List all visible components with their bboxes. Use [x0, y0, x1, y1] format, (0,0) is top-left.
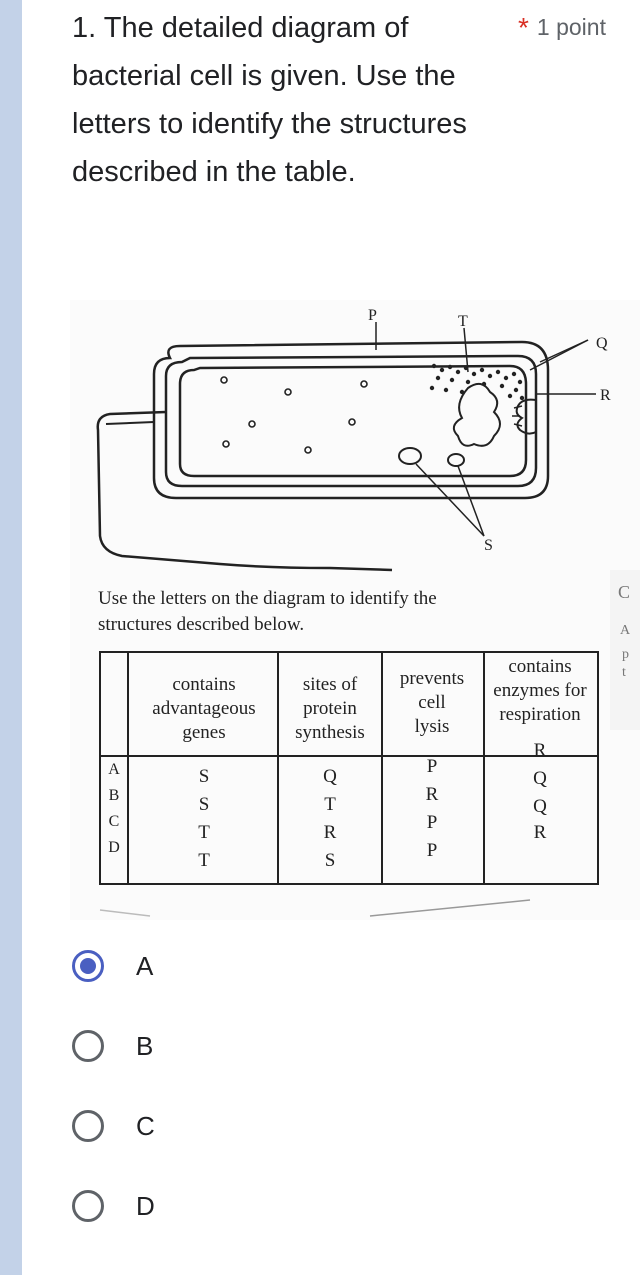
- table-cell: P: [426, 812, 438, 833]
- table-cell: R: [425, 784, 439, 805]
- edge-fragment: t: [622, 665, 626, 680]
- table-row-letter: A: [108, 761, 120, 778]
- required-asterisk: *: [518, 12, 529, 43]
- answer-options: [70, 928, 470, 1248]
- header-col2-line1: sites of: [302, 674, 358, 695]
- table-row-letter: D: [108, 839, 120, 856]
- radio-empty-icon[interactable]: [72, 1110, 104, 1142]
- table-cell: T: [198, 850, 210, 871]
- header-col3-line3: lysis: [414, 716, 450, 737]
- table-cell: T: [324, 794, 336, 815]
- radio-empty-icon[interactable]: [72, 1190, 104, 1222]
- header-col2-line2: protein: [303, 698, 357, 719]
- table-cell: R: [533, 822, 547, 843]
- table-cell: P: [426, 756, 438, 777]
- option-c[interactable]: [70, 1088, 470, 1168]
- header-col2-line3: synthesis: [295, 722, 365, 743]
- header-col1-line2: advantageous: [152, 698, 256, 719]
- bacterial-cell-figure: [70, 300, 640, 920]
- points-label: 1 point: [536, 14, 606, 40]
- table-cell: R: [323, 822, 337, 843]
- question-text: The detailed diagram of bacterial cell is given. Use the letters to identify the structures described in the table.: [72, 12, 467, 188]
- option-label: B: [136, 1031, 154, 1061]
- diagram-label-s: S: [484, 537, 493, 554]
- left-accent-bar: [0, 0, 22, 1275]
- header-col1-line3: genes: [182, 722, 226, 743]
- diagram-label-t: T: [458, 313, 468, 330]
- table-cell: Q: [533, 768, 547, 789]
- edge-fragment: A: [620, 623, 631, 638]
- question-number: 1.: [72, 12, 97, 44]
- table-cell: S: [198, 794, 210, 815]
- table-cell: R: [533, 740, 547, 761]
- figure-instruction-line1: Use the letters on the diagram to identify the: [98, 588, 437, 609]
- points-indicator: [518, 10, 606, 42]
- edge-fragment: C: [618, 582, 631, 602]
- header-col1-line1: contains: [172, 674, 236, 695]
- radio-empty-icon[interactable]: [72, 1030, 104, 1062]
- table-row-letter: B: [108, 787, 120, 804]
- option-label: D: [136, 1191, 155, 1221]
- table-cell: T: [198, 822, 210, 843]
- header-col4-line1: contains: [508, 656, 572, 677]
- header-col4-line2: enzymes for: [493, 680, 587, 701]
- table-row-letter: C: [108, 813, 120, 830]
- diagram-label-r: R: [600, 387, 611, 404]
- header-col3-line1: prevents: [399, 668, 465, 689]
- table-cell: Q: [533, 796, 547, 817]
- option-label: A: [136, 951, 154, 981]
- option-a[interactable]: [70, 928, 470, 1008]
- diagram-label-q: Q: [596, 335, 608, 352]
- option-label: C: [136, 1111, 155, 1141]
- header-col3-line2: cell: [418, 692, 446, 713]
- option-b[interactable]: [70, 1008, 470, 1088]
- question-title: [72, 4, 502, 196]
- table-cell: S: [198, 766, 210, 787]
- table-cell: P: [426, 840, 438, 861]
- option-d[interactable]: [70, 1168, 470, 1248]
- table-cell: S: [324, 850, 336, 871]
- question-image: [70, 300, 640, 920]
- edge-fragment: p: [622, 647, 629, 662]
- header-col4-line3: respiration: [499, 704, 581, 725]
- diagram-label-p: P: [368, 307, 377, 324]
- figure-instruction-line2: structures described below.: [98, 614, 305, 635]
- table-cell: Q: [323, 766, 337, 787]
- radio-selected-icon[interactable]: [72, 950, 104, 982]
